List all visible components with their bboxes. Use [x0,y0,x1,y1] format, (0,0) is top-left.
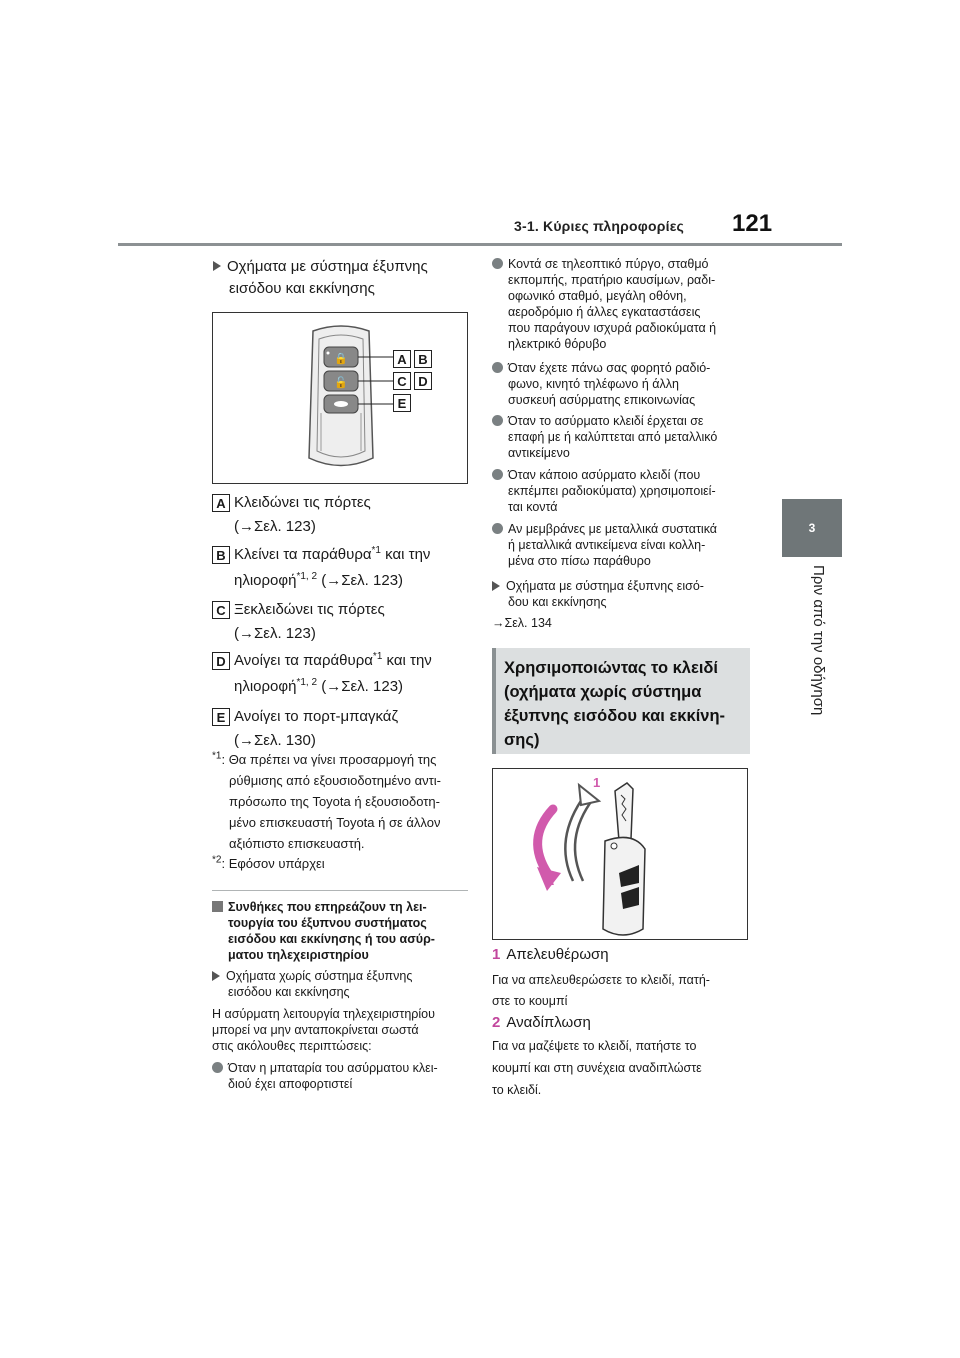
figure-label-e: E [393,394,411,412]
header-divider [118,243,842,246]
item-e-text: Ανοίγει το πορτ-μπαγκάζ (→Σελ. 130) [234,708,399,749]
footnote-2: $^{*2}$: Εφόσον υπάρχει [212,854,325,871]
page-reference-link[interactable]: →Σελ. 134 [492,616,552,630]
triangle-icon [492,581,500,591]
bullet-other-key: Όταν κάποιο ασύρματο κλειδί (που εκπέμπει ραδιοκύματα) χρησιμοποιεί- ται κοντά [492,467,754,515]
bullet-icon [212,1062,223,1073]
item-label-b: B [212,546,230,564]
step-2-text: Για να μαζέψετε το κλειδί, πατήστε το κουμπί και στη συνέχεια αναδιπλώστε το κλειδί. [492,1039,702,1097]
figure-label-d: D [414,372,432,390]
bullet-icon [492,523,503,534]
conditions-title: Συνθήκες που επηρεάζουν τη λει- τουργία του έξυπνου συστήματος εισόδου και εκκίνησης ή του ασύρ- ματου τηλεχειριστηρίου [212,899,472,963]
item-d-text: Ανοίγει τα παράθυρα$^{*1}$ και την ηλιοροφή$^{*1, 2}$ (→Σελ. 123) [234,651,432,695]
page-number: 121 [732,210,773,237]
svg-text:🔓: 🔓 [334,376,348,389]
section-divider [212,890,468,891]
bullet-icon [492,258,503,269]
intro-smart-entry: Οχήματα με σύστημα έξυπνης εισόδου και εκκίνησης [213,256,428,300]
bullet-icon [492,415,503,426]
smart-entry-note: Οχήματα με σύστημα έξυπνης εισό- δου και εκκίνησης [492,578,704,610]
bullet-portable-device: Όταν έχετε πάνω σας φορητό ραδιό- φωνο, κινητό τηλέφωνο ή άλλη συσκευή ασύρματης επικοινωνίας [492,360,754,408]
battery-bullet: Όταν η μπαταρία του ασύρματου κλει- διού έχει αποφορτιστεί [212,1060,438,1092]
item-a-text: Κλειδώνει τις πόρτες (→Σελ. 123) [234,494,371,535]
triangle-icon [212,971,220,981]
key-usage-heading: Χρησιμοποιώντας το κλειδί (οχήματα χωρίς σύστημα έξυπνης εισόδου και εκκίνη- σης) [492,648,750,754]
smart-key-illustration [213,313,469,485]
figure-label-b: B [414,350,432,368]
flip-key-figure [492,768,748,940]
step-1-title: 1 Απελευθέρωση [492,946,609,963]
step-2-title: 2 Αναδίπλωση [492,1014,591,1031]
item-label-d: D [212,652,230,670]
bullet-metal-film: Αν μεμβράνες με μεταλλικά συστατικά ή μεταλλικά αντικείμενα είναι κολλη- μένα στο πίσω παράθυρο [492,521,754,569]
step-1-text: Για να απελευθερώσετε το κλειδί, πατή- στε το κουμπί [492,973,710,1008]
item-label-a: A [212,494,230,512]
bullet-icon [492,469,503,480]
section-title: 3-1. Κύριες πληροφορίες [514,218,685,234]
item-label-e: E [212,708,230,726]
remote-paragraph: Η ασύρματη λειτουργία τηλεχειριστηρίου μπορεί να μην ανταποκρίνεται σωστά στις ακόλουθες περιπτώσεις: [212,1007,435,1053]
bullet-interference: Κοντά σε τηλεοπτικό πύργο, σταθμό εκπομπής, πρατήριο καυσίμων, ραδι- οφωνικό σταθμό, μεγάλη οθόνη, αεροδρόμιο ή άλλες εγκαταστάσεις που παράγουν ισχυρά ραδιοκύματα ή ηλεκτρικό θόρυβο [492,256,754,352]
figure-label-c: C [393,372,411,390]
flip-key-illustration [493,769,749,941]
chapter-tab[interactable]: 3 [782,499,842,557]
svg-text:🔒: 🔒 [334,352,348,365]
item-label-c: C [212,601,230,619]
smart-key-figure [212,312,468,484]
figure-label-2: 2 [547,873,555,888]
figure-label-a: A [393,350,411,368]
footnote-1: $^{*1}$: Θα πρέπει να γίνει προσαρμογή της ρύθμισης από εξουσιοδοτημένο αντι- πρόσωπο της Toyota ή εξουσιοδοτη- μένο επισκευαστή Toyota ή σε άλλον αξιόπιστο επισκευαστή. [212,750,441,851]
item-b-text: Κλείνει τα παράθυρα$^{*1}$ και την ηλιοροφή$^{*1, 2}$ (→Σελ. 123) [234,545,431,589]
item-c-text: Ξεκλειδώνει τις πόρτες (→Σελ. 123) [234,601,385,642]
figure-label-1: 1 [593,775,601,790]
bullet-metal-contact: Όταν το ασύρματο κλειδί έρχεται σε επαφή με ή καλύπτεται από μεταλλικό αντικείμενο [492,413,754,461]
square-icon [212,901,223,912]
vehicles-without-smart-entry: Οχήματα χωρίς σύστημα έξυπνης εισόδου και εκκίνησης [212,968,412,1000]
bullet-icon [492,362,503,373]
triangle-icon [213,261,221,271]
chapter-title: Πριν από την οδήγηση [810,565,827,716]
